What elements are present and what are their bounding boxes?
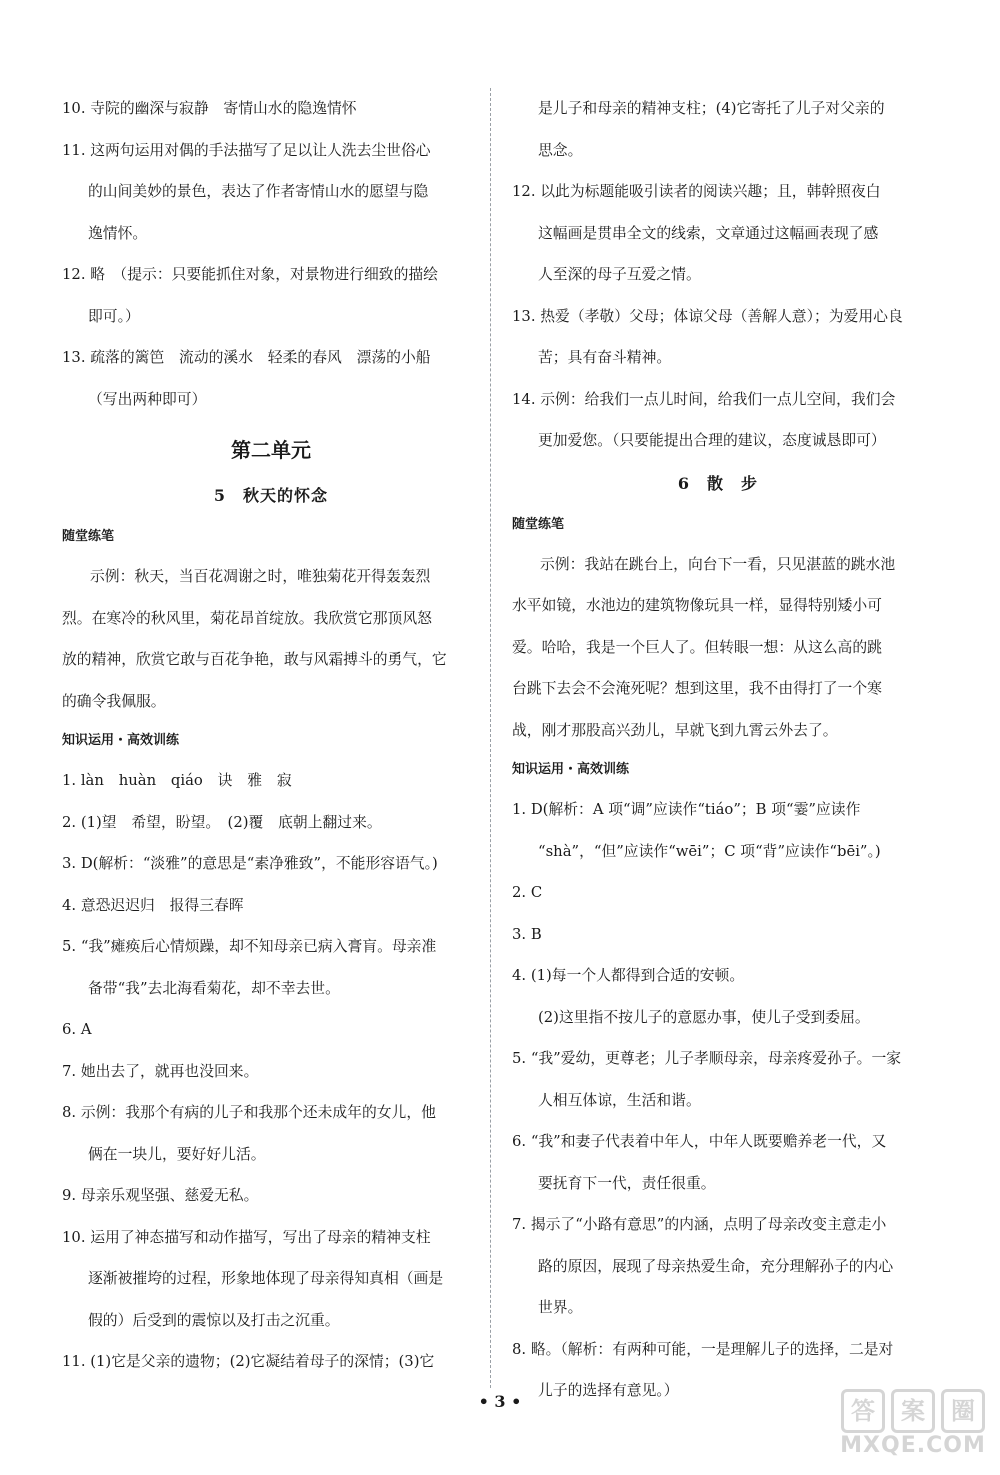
answer-line: 8. 略。（解析：有两种可能，一是理解儿子的选择，二是对: [512, 1340, 894, 1358]
column-divider: [490, 88, 491, 1388]
answer-line: 俩在一块儿，要好好儿活。: [88, 1145, 266, 1163]
answer-line: 2. C: [512, 884, 543, 901]
section-label: 知识运用・高效训练: [512, 762, 630, 777]
answer-line: 4. (1)每一个人都得到合适的安顿。: [512, 967, 745, 984]
answer-line: 5. “我”爱幼，更尊老；儿子孝顺母亲，母亲疼爱孙子。一家: [512, 1050, 902, 1067]
answer-line: 假的）后受到的震惊以及打击之沉重。: [88, 1311, 340, 1329]
left-column: [62, 88, 480, 1383]
answer-line: 备带“我”去北海看菊花，却不幸去世。: [88, 979, 340, 997]
answer-line: 苦；具有奋斗精神。: [538, 349, 672, 366]
answer-line: 10. 运用了神态描写和动作描写，写出了母亲的精神支柱: [62, 1228, 431, 1246]
answer-line: 7. 她出去了，就再也没回来。: [62, 1062, 259, 1080]
answer-line: 4. 意恐迟迟归 报得三春晖: [62, 896, 244, 914]
answer-line: 14. 示例：给我们一点儿时间，给我们一点儿空间，我们会: [512, 390, 896, 408]
answer-line: 11. (1)它是父亲的遗物；(2)它凝结着母子的深情；(3)它: [62, 1353, 435, 1370]
answer-line: （写出两种即可）: [88, 390, 207, 408]
essay-line: 战，刚才那股高兴劲儿，早就飞到九霄云外去了。: [512, 721, 838, 739]
answer-line: 12. 略 （提示：只要能抓住对象，对景物进行细致的描绘: [62, 266, 438, 283]
section-label: 随堂练笔: [62, 529, 115, 544]
watermark-glyph: 案: [891, 1389, 935, 1433]
answer-line: 更加爱您。（只要能提出合理的建议，态度诚恳即可）: [538, 432, 886, 449]
answer-line: 6. “我”和妻子代表着中年人，中年人既要赡养老一代，又: [512, 1133, 887, 1150]
watermark-url: MXQE.COM: [840, 1433, 986, 1458]
answer-line: 的山间美妙的景色，表达了作者寄情山水的愿望与隐: [88, 183, 429, 200]
answer-line: 13. 热爱（孝敬）父母；体谅父母（善解人意）；为爱用心良: [512, 307, 903, 325]
answer-line: 1. làn huàn qiáo 诀 雅 寂: [62, 772, 292, 789]
answer-line: 3. D(解析：“淡雅”的意思是“素净雅致”，不能形容语气。): [62, 855, 438, 872]
unit-title: 第二单元: [231, 438, 311, 462]
answer-line: 路的原因，展现了母亲热爱生命，充分理解孙子的内心: [538, 1257, 894, 1275]
answer-line: 思念。: [538, 141, 583, 159]
essay-line: 示例：秋天，当百花凋谢之时，唯独菊花开得轰轰烈: [90, 568, 431, 585]
answer-line: 8. 示例：我那个有病的儿子和我那个还未成年的女儿，他: [62, 1104, 436, 1121]
answer-line: 即可。）: [88, 307, 140, 325]
answer-line: (2)这里指不按儿子的意愿办事，使儿子受到委屈。: [538, 1008, 870, 1026]
answer-line: 7. 揭示了“小路有意思”的内涵，点明了母亲改变主意走小: [512, 1216, 887, 1233]
answer-line: 儿子的选择有意见。）: [538, 1382, 679, 1399]
section-label: 知识运用・高效训练: [62, 733, 180, 748]
answer-line: 世界。: [538, 1299, 583, 1316]
answer-line: 这幅画是贯串全文的线索，文章通过这幅画表现了感: [538, 224, 879, 242]
lesson-title: 6 散 步: [677, 473, 759, 493]
essay-line: 示例：我站在跳台上，向台下一看，只见湛蓝的跳水池: [540, 555, 896, 573]
answer-line: 13. 疏落的篱笆 流动的溪水 轻柔的春风 漂荡的小船: [62, 349, 431, 366]
essay-line: 台跳下去会不会淹死呢？想到这里，我不由得打了一个寒: [512, 680, 882, 697]
essay-line: 烈。在寒冷的秋风里，菊花昂首绽放。我欣赏它那顶风怒: [62, 609, 432, 627]
answer-line: 6. A: [62, 1021, 92, 1038]
watermark-glyph: 答: [841, 1389, 885, 1433]
section-label: 随堂练笔: [512, 516, 565, 532]
answer-line: 2. (1)望 希望，盼望。 (2)覆 底朝上翻过来。: [62, 813, 382, 831]
watermark-logo: [838, 1389, 988, 1469]
essay-line: 的确令我佩服。: [62, 692, 166, 710]
answer-line: 3. B: [512, 925, 542, 943]
page-number: • 3 •: [478, 1392, 522, 1411]
answer-line: 是儿子和母亲的精神支柱；(4)它寄托了儿子对父亲的: [538, 100, 885, 117]
lesson-title: 5 秋天的怀念: [213, 486, 329, 505]
answer-line: “shà”，“但”应读作“wēi”；C 项“背”应读作“bēi”。): [538, 842, 881, 860]
answer-line: 逸情怀。: [88, 224, 148, 242]
answer-line: 11. 这两句运用对偶的手法描写了足以让人洗去尘世俗心: [62, 141, 431, 159]
answer-line: 9. 母亲乐观坚强、慈爱无私。: [62, 1187, 259, 1204]
answer-line: 10. 寺院的幽深与寂静 寄情山水的隐逸情怀: [62, 100, 357, 117]
essay-line: 放的精神，欣赏它敢与百花争艳，敢与风霜搏斗的勇气，它: [62, 651, 447, 668]
answer-line: 要抚育下一代，责任很重。: [538, 1174, 716, 1192]
answer-line: 1. D(解析：A 项“调”应读作“tiáo”；B 项“霎”应读作: [512, 801, 861, 818]
essay-line: 水平如镜，水池边的建筑物像玩具一样，显得特别矮小可: [512, 597, 882, 614]
essay-line: 爱。哈哈，我是一个巨人了。但转眼一想：从这么高的跳: [512, 638, 882, 656]
answer-line: 逐渐被摧垮的过程，形象地体现了母亲得知真相（画是: [88, 1270, 444, 1287]
answer-line: 人相互体谅，生活和谐。: [538, 1091, 701, 1109]
right-column: [512, 88, 924, 1412]
answer-line: 5. “我”瘫痪后心情烦躁，却不知母亲已病入膏肓。母亲准: [62, 938, 437, 955]
watermark-glyph: 圈: [941, 1389, 985, 1433]
answer-line: 人至深的母子互爱之情。: [538, 266, 701, 283]
answer-line: 12. 以此为标题能吸引读者的阅读兴趣；且，韩幹照夜白: [512, 183, 881, 200]
